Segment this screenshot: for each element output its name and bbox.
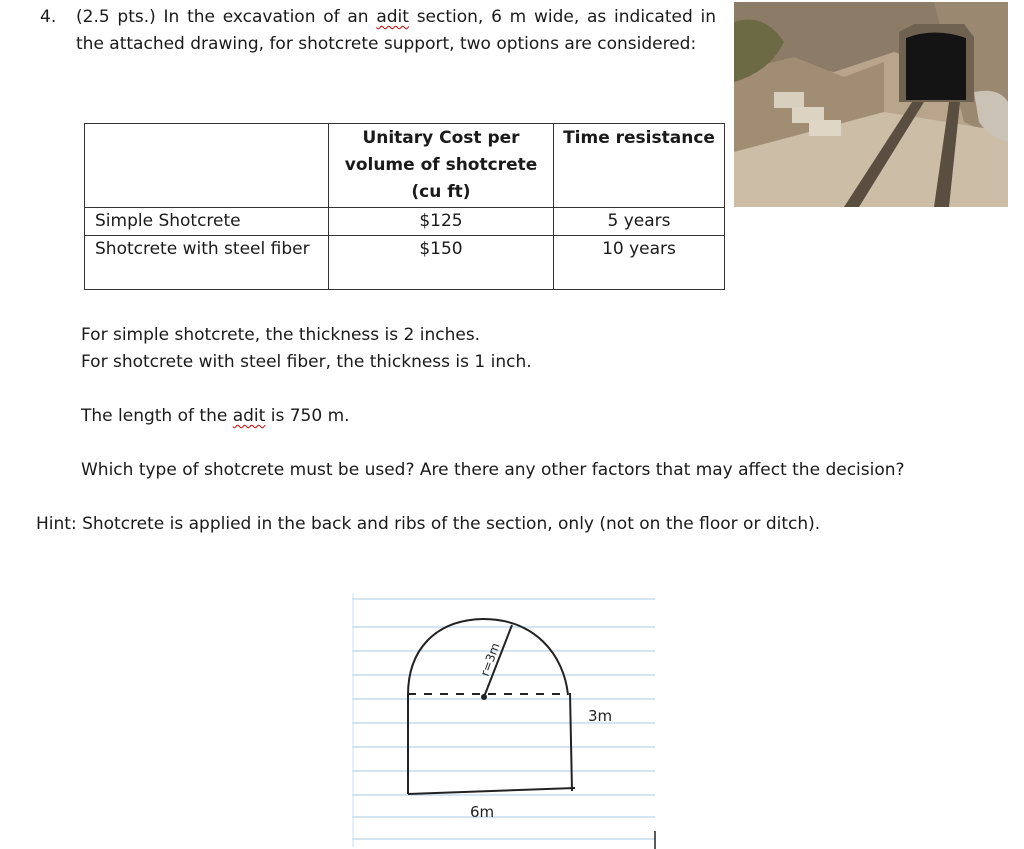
radius-label: r=3m	[477, 640, 503, 679]
decision-question: Which type of shotcrete must be used? Are there any other factors that may affect the decision?	[81, 460, 905, 480]
thickness-steel: For shotcrete with steel fiber, the thickness is 1 inch.	[81, 352, 532, 372]
length-text-part1: The length of the	[81, 406, 233, 426]
table-header-cell	[85, 124, 329, 208]
table-row	[85, 208, 725, 236]
table-cell: $150	[329, 236, 554, 290]
question-text-part1: (2.5 pts.) In the excavation of an	[76, 7, 377, 27]
length-text-part2: is 750 m.	[265, 406, 350, 426]
section-sketch	[350, 585, 660, 849]
table-row	[85, 236, 725, 290]
question-text	[76, 4, 716, 57]
hint-text: Hint: Shotcrete is applied in the back and ribs of the section, only (not on the floor or ditch).	[36, 514, 821, 534]
height-label: 3m	[588, 707, 613, 725]
adit-photo	[734, 2, 1008, 207]
table-cell: $125	[329, 208, 554, 236]
question-number: 4.	[40, 7, 57, 27]
adit-word: adit	[232, 406, 266, 426]
question-text-part2: section, 6 m wide, as indicated in the attached drawing, for shotcrete support, two options are considered:	[76, 7, 716, 54]
thickness-simple: For simple shotcrete, the thickness is 2 inches.	[81, 325, 481, 345]
adit-word: adit	[376, 7, 409, 27]
table-cell: Simple Shotcrete	[85, 208, 329, 236]
table-header-cell: Time resistance	[554, 124, 725, 208]
table-cell: 10 years	[554, 236, 725, 290]
table-header-row	[85, 124, 725, 208]
adit-length	[81, 403, 350, 430]
cost-table	[84, 123, 725, 290]
table-cell: 5 years	[554, 208, 725, 236]
table-header-cell: Unitary Cost per volume of shotcrete (cu ft)	[329, 124, 554, 208]
table-cell: Shotcrete with steel fiber	[85, 236, 329, 290]
width-label: 6m	[470, 803, 495, 821]
